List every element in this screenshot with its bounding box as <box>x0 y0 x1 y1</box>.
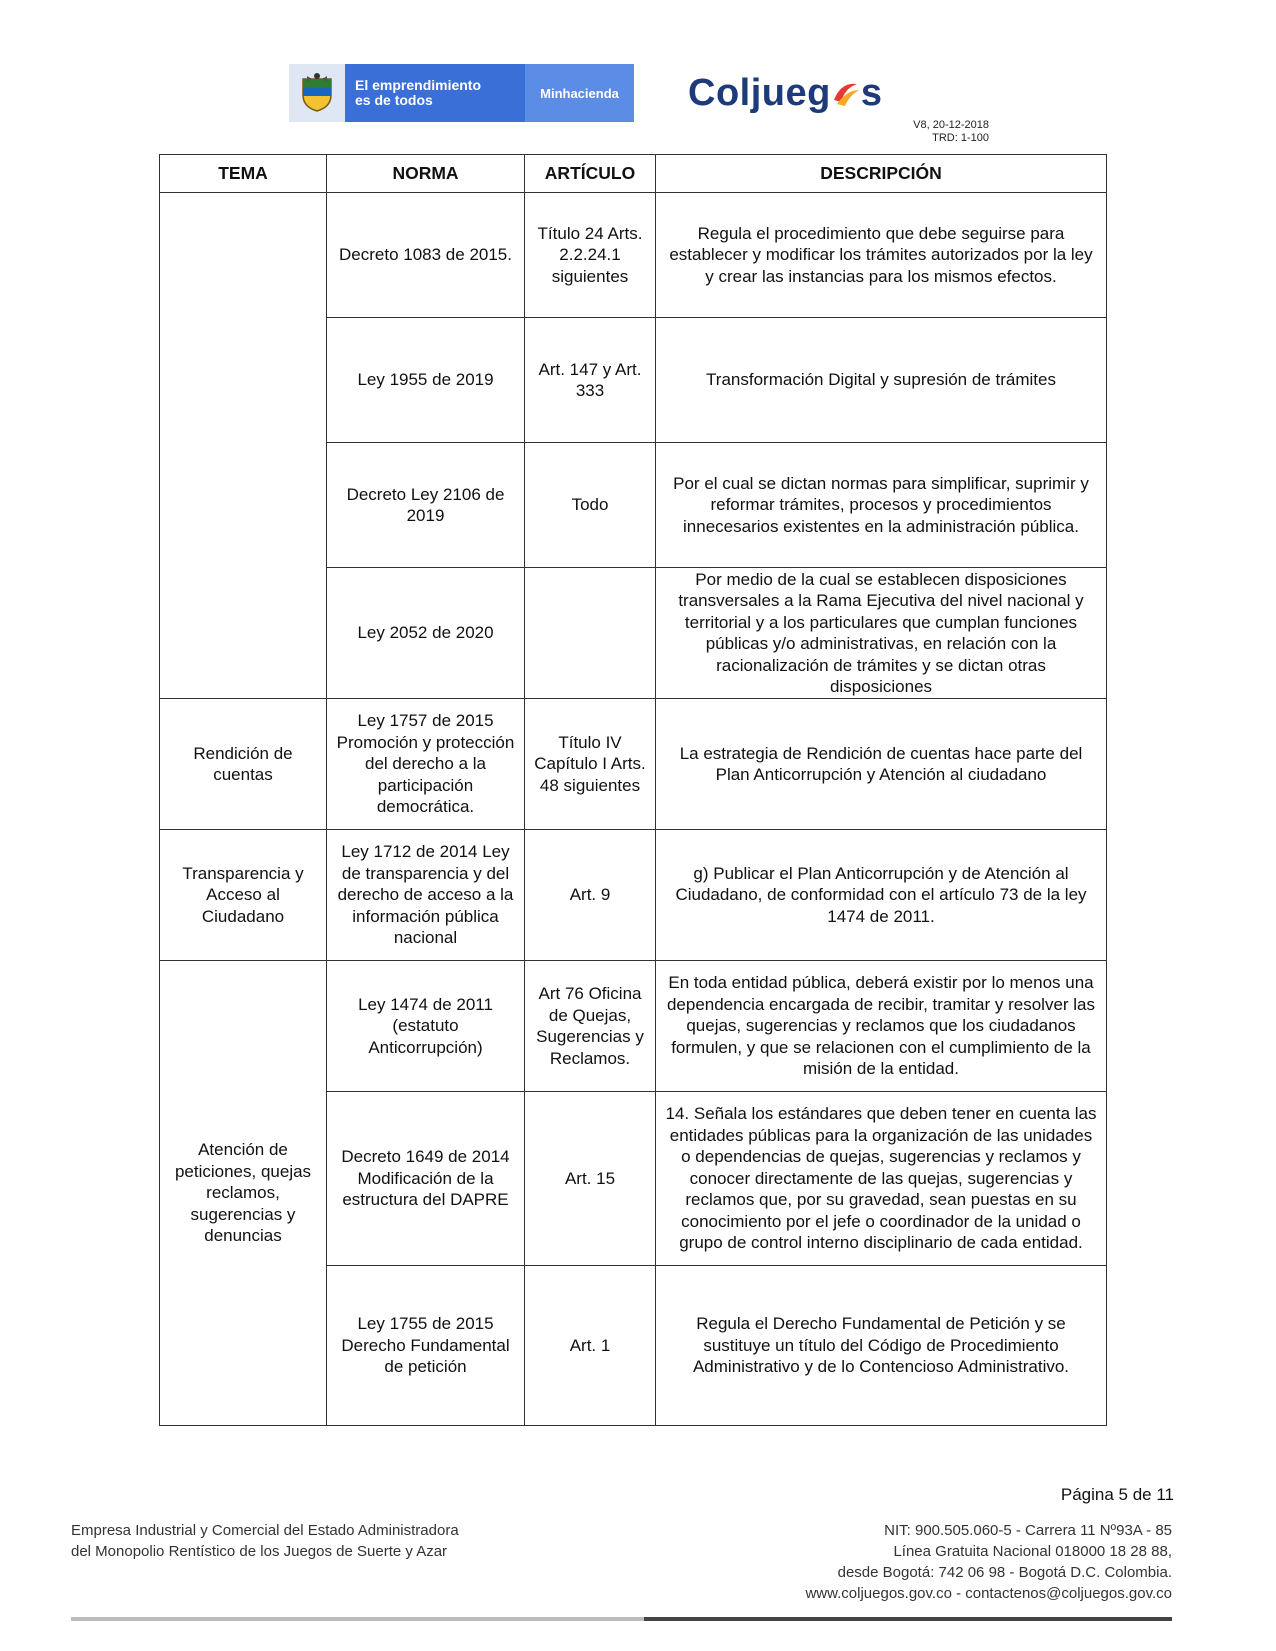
header-articulo: ARTÍCULO <box>525 155 656 193</box>
articulo-cell: Art. 147 y Art. 333 <box>525 318 656 443</box>
norma-cell: Decreto Ley 2106 de 2019 <box>327 443 525 568</box>
footer-left-line: Empresa Industrial y Comercial del Estado Administradora <box>71 1522 459 1539</box>
coljuegos-logo <box>688 72 882 115</box>
descripcion-cell: g) Publicar el Plan Anticorrupción y de Atención al Ciudadano, de conformidad con el artículo 73 de la ley 1474 de 2011. <box>656 830 1107 961</box>
descripcion-cell: Regula el procedimiento que debe seguirse para establecer y modificar los trámites autorizados por la ley y crear las instancias para los mismos efectos. <box>656 193 1107 318</box>
norma-cell: Ley 1955 de 2019 <box>327 318 525 443</box>
table-header-row <box>160 155 1107 193</box>
brand-text-start: Coljueg <box>688 72 831 114</box>
government-slogan <box>345 64 525 122</box>
tema-cell: Atención de peticiones, quejas reclamos, sugerencias y denuncias <box>160 961 327 1426</box>
footer-web-email[interactable]: www.coljuegos.gov.co - contactenos@coljuegos.gov.co <box>805 1585 1172 1602</box>
norma-cell: Decreto 1083 de 2015. <box>327 193 525 318</box>
brand-swoosh-icon <box>831 75 861 105</box>
descripcion-cell: Transformación Digital y supresión de trámites <box>656 318 1107 443</box>
footer-nit: NIT: 900.505.060-5 - Carrera 11 Nº93A - 85 <box>884 1522 1172 1539</box>
articulo-cell: Art 76 Oficina de Quejas, Sugerencias y Reclamos. <box>525 961 656 1092</box>
tema-cell: Transparencia y Acceso al Ciudadano <box>160 830 327 961</box>
document-version <box>913 119 989 145</box>
header-descripcion: DESCRIPCIÓN <box>656 155 1107 193</box>
norma-cell: Ley 1712 de 2014 Ley de transparencia y del derecho de acceso a la información pública nacional <box>327 830 525 961</box>
articulo-cell: Título 24 Arts. 2.2.24.1 siguientes <box>525 193 656 318</box>
tema-cell: Rendición de cuentas <box>160 699 327 830</box>
slogan-line-2: es de todos <box>355 92 433 108</box>
articulo-cell: Art. 9 <box>525 830 656 961</box>
ministry-label: Minhacienda <box>525 64 634 122</box>
footer-contact-info <box>805 1520 1172 1604</box>
descripcion-cell: Regula el Derecho Fundamental de Petición y se sustituye un título del Código de Procedimiento Administrativo y de lo Contencioso Administrativo. <box>656 1266 1107 1426</box>
regulations-table <box>159 154 1107 1426</box>
table-row <box>160 830 1107 961</box>
descripcion-cell: Por el cual se dictan normas para simplificar, suprimir y reformar trámites, procesos y procedimientos innecesarios existentes en la administración pública. <box>656 443 1107 568</box>
norma-cell: Ley 2052 de 2020 <box>327 568 525 699</box>
norma-cell: Ley 1757 de 2015 Promoción y protección del derecho a la participación democrática. <box>327 699 525 830</box>
footer-phone-bogota: desde Bogotá: 742 06 98 - Bogotá D.C. Colombia. <box>837 1564 1172 1581</box>
articulo-cell <box>525 568 656 699</box>
page-number: Página 5 de 11 <box>1060 1485 1174 1504</box>
norma-cell: Ley 1474 de 2011 (estatuto Anticorrupción) <box>327 961 525 1092</box>
table-row <box>160 193 1107 318</box>
articulo-cell: Art. 1 <box>525 1266 656 1426</box>
colombia-crest-icon <box>289 64 345 122</box>
articulo-cell: Art. 15 <box>525 1092 656 1266</box>
descripcion-cell: En toda entidad pública, deberá existir por lo menos una dependencia encargada de recibir, tramitar y resolver las quejas, sugerencias y reclamos que los ciudadanos formulen, y que se relacionen con el cumplimiento de la misión de la entidad. <box>656 961 1107 1092</box>
footer-phone-national: Línea Gratuita Nacional 018000 18 28 88, <box>893 1543 1172 1560</box>
norma-cell: Decreto 1649 de 2014 Modificación de la estructura del DAPRE <box>327 1092 525 1266</box>
header-norma: NORMA <box>327 155 525 193</box>
footer-divider <box>71 1617 1172 1621</box>
brand-text-end: s <box>860 72 883 114</box>
footer-company-info <box>71 1520 459 1562</box>
footer-divider-light <box>71 1617 644 1621</box>
table-row <box>160 961 1107 1092</box>
descripcion-cell: 14. Señala los estándares que deben tener en cuenta las entidades públicas para la organización de las unidades o dependencias de quejas, sugerencias y reclamos y conocer directamente de las quejas, sugerencias y reclamos que, por su gravedad, sean puestas en su conocimiento por el jefe o coordinador de la unidad o grupo de control interno disciplinario de cada entidad. <box>656 1092 1107 1266</box>
version-code: V8, 20-12-2018 <box>913 119 989 131</box>
header-tema: TEMA <box>160 155 327 193</box>
slogan-line-1: El emprendimiento <box>355 77 482 93</box>
descripcion-cell: Por medio de la cual se establecen disposiciones transversales a la Rama Ejecutiva del nivel nacional y territorial y a los particulares que cumplan funciones públicas y/o administrativas, en relación con la racionalización de trámites y se dictan otras disposiciones <box>656 568 1107 699</box>
trd-code: TRD: 1-100 <box>932 132 989 144</box>
norma-cell: Ley 1755 de 2015 Derecho Fundamental de petición <box>327 1266 525 1426</box>
articulo-cell: Todo <box>525 443 656 568</box>
tema-cell-empty <box>160 193 327 699</box>
table-row <box>160 699 1107 830</box>
descripcion-cell: La estrategia de Rendición de cuentas hace parte del Plan Anticorrupción y Atención al ciudadano <box>656 699 1107 830</box>
footer-divider-dark <box>644 1617 1172 1621</box>
footer-left-line: del Monopolio Rentístico de los Juegos de Suerte y Azar <box>71 1543 448 1560</box>
government-banner <box>289 64 634 122</box>
articulo-cell: Título IV Capítulo I Arts. 48 siguientes <box>525 699 656 830</box>
